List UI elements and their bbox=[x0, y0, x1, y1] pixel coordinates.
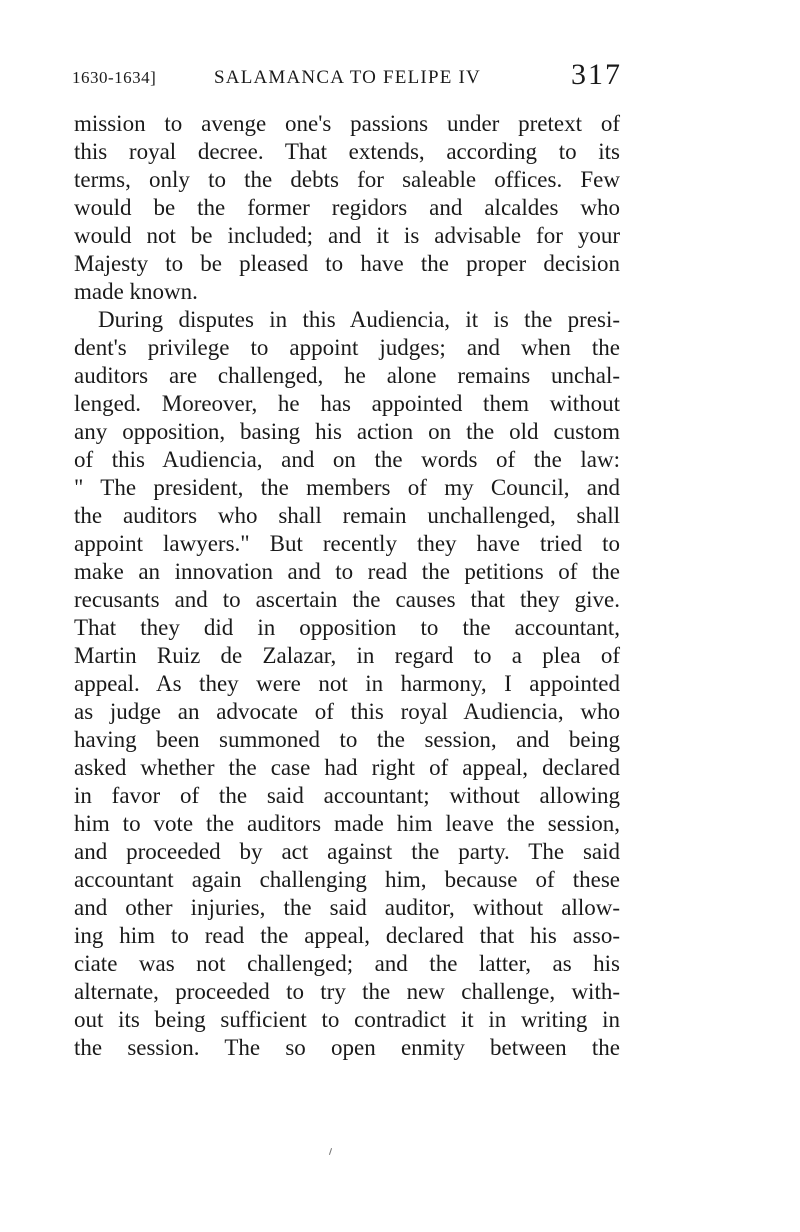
text-line: ing him to read the appeal, declared that his asso- bbox=[74, 923, 620, 948]
text-line: dent's privilege to appoint judges; and when the bbox=[74, 335, 620, 360]
text-line: of this Audiencia, and on the words of the law: bbox=[74, 447, 620, 472]
text-line: would be the former regidors and alcaldes who bbox=[74, 195, 620, 220]
text-line: and proceeded by act against the party. The said bbox=[74, 839, 620, 864]
running-title: SALAMANCA TO FELIPE IV bbox=[214, 67, 481, 88]
text-line: as judge an advocate of this royal Audiencia, who bbox=[74, 699, 620, 724]
text-line: " The president, the members of my Council, and bbox=[74, 475, 620, 500]
text-line: During disputes in this Audiencia, it is the presi- bbox=[98, 307, 620, 332]
text-line: any opposition, basing his action on the old custom bbox=[74, 419, 620, 444]
text-line: appoint lawyers." But recently they have tried to bbox=[74, 531, 620, 556]
running-head bbox=[72, 58, 622, 98]
date-range: 1630-1634] bbox=[72, 68, 157, 87]
text-line: ciate was not challenged; and the latter, as his bbox=[74, 951, 620, 976]
text-line: in favor of the said accountant; without allowing bbox=[74, 783, 620, 808]
text-line: terms, only to the debts for saleable offices. Few bbox=[74, 167, 620, 192]
text-line: the session. The so open enmity between the bbox=[74, 1035, 620, 1060]
paragraph-2 bbox=[74, 306, 620, 1062]
text-line: out its being sufficient to contradict it in writing in bbox=[74, 1007, 620, 1032]
paragraph-1 bbox=[74, 110, 620, 306]
text-line: having been summoned to the session, and being bbox=[74, 727, 620, 752]
stray-ink-mark bbox=[329, 1148, 332, 1155]
body-text bbox=[74, 110, 620, 1062]
text-line: and other injuries, the said auditor, without allow- bbox=[74, 895, 620, 920]
text-line: the auditors who shall remain unchallenged, shall bbox=[74, 503, 620, 528]
text-line: That they did in opposition to the accountant, bbox=[74, 615, 620, 640]
text-line: this royal decree. That extends, according to its bbox=[74, 139, 620, 164]
text-line: appeal. As they were not in harmony, I appointed bbox=[74, 671, 620, 696]
text-line: mission to avenge one's passions under pretext of bbox=[74, 111, 620, 136]
text-line: auditors are challenged, he alone remains unchal- bbox=[74, 363, 620, 388]
text-line: would not be included; and it is advisable for your bbox=[74, 223, 620, 248]
text-line: Majesty to be pleased to have the proper decision bbox=[74, 251, 620, 276]
text-line: asked whether the case had right of appeal, declared bbox=[74, 755, 620, 780]
text-line: make an innovation and to read the petitions of the bbox=[74, 559, 620, 584]
text-line: lenged. Moreover, he has appointed them without bbox=[74, 391, 620, 416]
text-line: accountant again challenging him, because of these bbox=[74, 867, 620, 892]
page-number: 317 bbox=[571, 58, 622, 91]
text-line: him to vote the auditors made him leave the session, bbox=[74, 811, 620, 836]
text-line: made known. bbox=[74, 279, 198, 304]
text-line: recusants and to ascertain the causes that they give. bbox=[74, 587, 620, 612]
text-line: Martin Ruiz de Zalazar, in regard to a plea of bbox=[74, 643, 620, 668]
text-line: alternate, proceeded to try the new challenge, with- bbox=[74, 979, 620, 1004]
